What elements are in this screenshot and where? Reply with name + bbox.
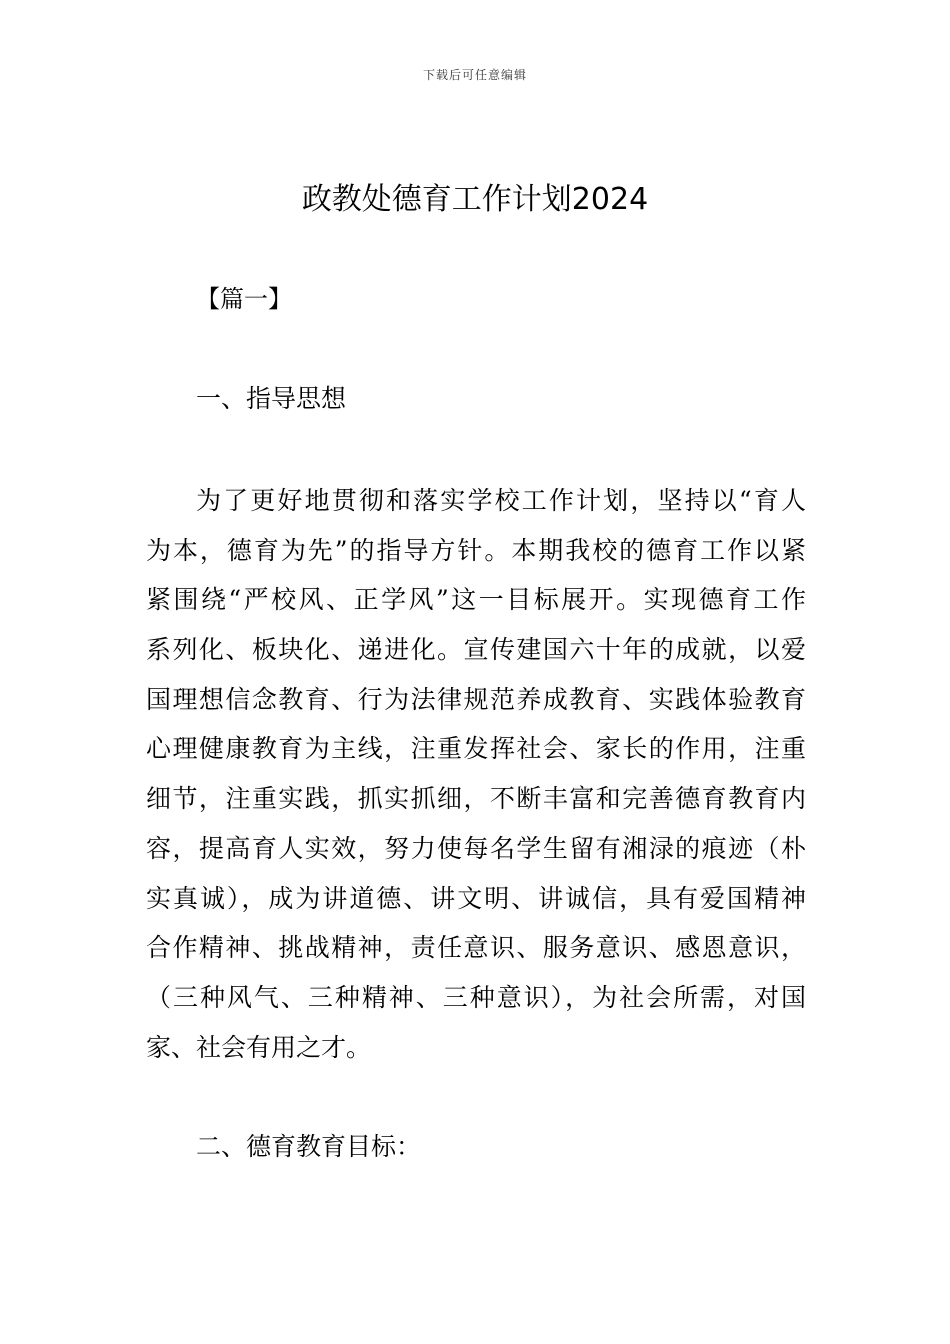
paragraph-line: 容，提高育人实效，努力使每名学生留有湘渌的痕迹（朴 [146, 833, 806, 863]
paragraph-line: 国理想信念教育、行为法律规范养成教育、实践体验教育 [146, 684, 806, 714]
section-tag: 【篇一】 [196, 285, 292, 313]
paragraph-line: 细节，注重实践，抓实抓细，不断丰富和完善德育教育内 [146, 784, 806, 814]
paragraph-line: 合作精神、挑战精神，责任意识、服务意识、感恩意识， [146, 933, 806, 963]
paragraph-line: 系列化、板块化、递进化。宣传建国六十年的成就，以爱 [146, 635, 806, 665]
paragraph-line: （三种风气、三种精神、三种意识），为社会所需，对国 [146, 982, 806, 1012]
paragraph-line: 实真诚），成为讲道德、讲文明、讲诚信，具有爱国精神 [146, 883, 806, 913]
section-heading-moral-education-goals: 二、德育教育目标： [196, 1132, 422, 1161]
paragraph-line: 紧围绕“严校风、正学风”这一目标展开。实现德育工作 [146, 585, 806, 615]
header-note: 下载后可任意编辑 [422, 68, 527, 82]
paragraph-line: 为了更好地贯彻和落实学校工作计划，坚持以“育人 [196, 486, 806, 515]
paragraph-line: 家、社会有用之才。 [146, 1032, 372, 1062]
paragraph-line: 心理健康教育为主线，注重发挥社会、家长的作用，注重 [146, 734, 806, 764]
section-heading-guiding-ideology: 一、指导思想 [196, 384, 347, 413]
body-paragraph [146, 476, 806, 1072]
document-title: 政教处德育工作计划2024 [301, 182, 649, 217]
paragraph-line: 为本，德育为先”的指导方针。本期我校的德育工作以紧 [146, 535, 806, 565]
